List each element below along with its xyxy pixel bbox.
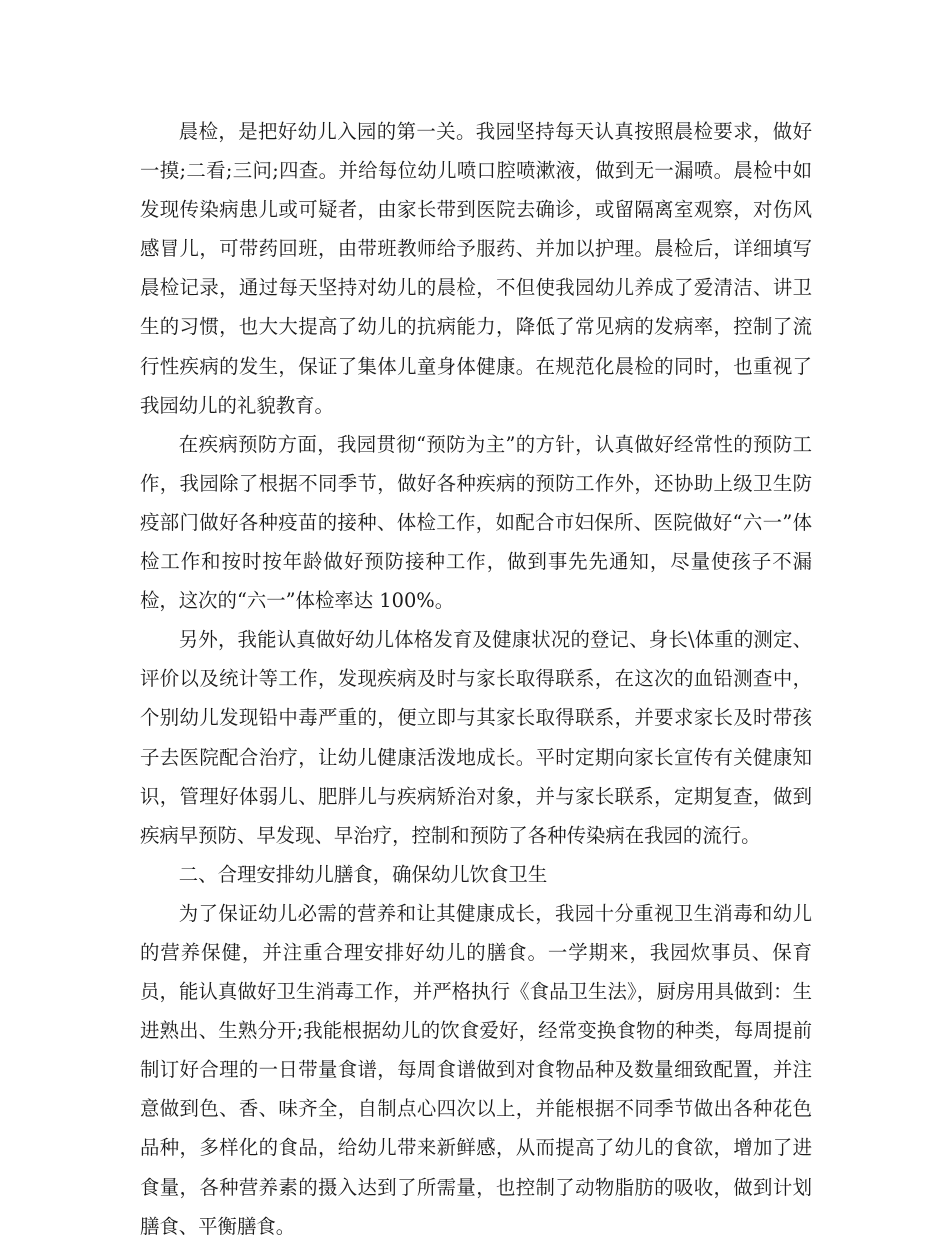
paragraph-disease-prevention: 在疾病预防方面，我园贯彻“预防为主”的方针，认真做好经常性的预防工作，我园除了根据不同季节，做好各种疾病的预防工作外，还协助上级卫生防疫部门做好各种疫苗的接种、体检工作，如配合市妇保所、医院做好“六一”体检工作和按时按年龄做好预防接种工作，做到事先先通知，尽量使孩子不漏检，这次的“六一”体检率达 100%。 (140, 432, 812, 613)
document-body (140, 112, 812, 1246)
paragraph-morning-check: 晨检，是把好幼儿入园的第一关。我园坚持每天认真按照晨检要求，做好一摸;二看;三问;四查。并给每位幼儿喷口腔喷漱液，做到无一漏喷。晨检中如发现传染病患儿或可疑者，由家长带到医院去确诊，或留隔离室观察，对伤风感冒儿，可带药回班，由带班教师给予服药、并加以护理。晨检后，详细填写晨检记录，通过每天坚持对幼儿的晨检，不但使我园幼儿养成了爱清洁、讲卫生的习惯，也大大提高了幼儿的抗病能力，降低了常见病的发病率，控制了流行性疾病的发生，保证了集体儿童身体健康。在规范化晨检的同时，也重视了我园幼儿的礼貌教育。 (140, 120, 812, 417)
section-heading: 二、合理安排幼儿膳食，确保幼儿饮食卫生 (178, 862, 548, 886)
paragraph-health-records: 另外，我能认真做好幼儿体格发育及健康状况的登记、身长\体重的测定、评价以及统计等工作，发现疾病及时与家长取得联系，在这次的血铅测查中，个别幼儿发现铅中毒严重的，便立即与其家长取得联系，并要求家长及时带孩子去医院配合治疗，让幼儿健康活泼地成长。平时定期向家长宣传有关健康知识，管理好体弱儿、肥胖儿与疾病矫治对象，并与家长联系，定期复查，做到疾病早预防、早发现、早治疗，控制和预防了各种传染病在我园的流行。 (140, 628, 812, 847)
paragraph-diet: 为了保证幼儿必需的营养和让其健康成长，我园十分重视卫生消毒和幼儿的营养保健，并注重合理安排好幼儿的膳食。一学期来，我园炊事员、保育员，能认真做好卫生消毒工作，并严格执行《食品卫生法》，厨房用具做到：生进熟出、生熟分开;我能根据幼儿的饮食爱好，经常变换食物的种类，每周提前制订好合理的一日带量食谱，每周食谱做到对食物品种及数量细致配置，并注意做到色、香、味齐全，自制点心四次以上，并能根据不同季节做出各种花色品种，多样化的食品，给幼儿带来新鲜感，从而提高了幼儿的食欲，增加了进食量，各种营养素的摄入达到了所需量，也控制了动物脂肪的吸收，做到计划膳食、平衡膳食。 (140, 901, 812, 1238)
